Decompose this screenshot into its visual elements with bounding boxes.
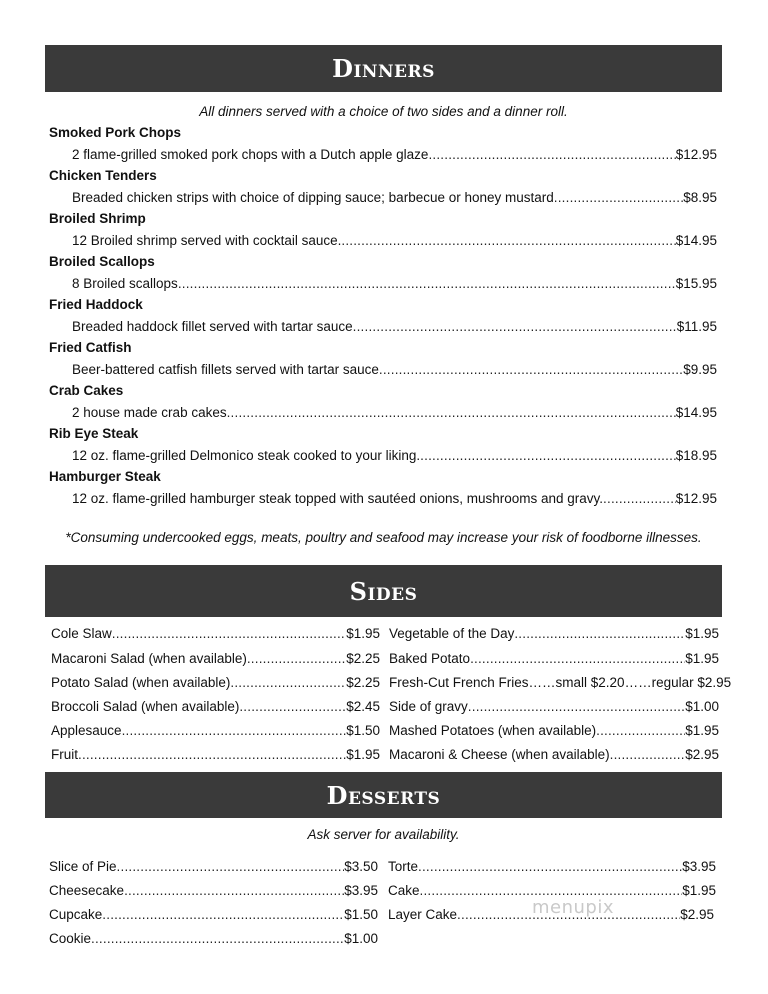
- leader-dots: [122, 723, 347, 738]
- leader-dots: [247, 651, 346, 666]
- dinner-name: Fried Haddock: [49, 297, 143, 312]
- side-name: Applesauce: [51, 723, 122, 738]
- dessert-name: Slice of Pie: [49, 859, 117, 874]
- dinner-line: [72, 147, 717, 162]
- dinner-name: Hamburger Steak: [49, 469, 161, 484]
- dinner-line: [72, 448, 717, 463]
- dessert-item: [49, 931, 378, 946]
- leader-dots: [554, 190, 683, 205]
- side-name: Fresh-Cut French Fries: [389, 675, 529, 690]
- dinner-desc: Breaded chicken strips with choice of dipping sauce; barbecue or honey mustard: [72, 190, 554, 205]
- dinner-desc: 2 house made crab cakes: [72, 405, 227, 420]
- leader-dots: [78, 747, 346, 762]
- leader-dots: [603, 491, 676, 506]
- dinner-name: Chicken Tenders: [49, 168, 157, 183]
- dessert-price: $1.50: [344, 907, 378, 922]
- side-name: Macaroni & Cheese (when available): [389, 747, 610, 762]
- side-price: $1.95: [685, 651, 719, 666]
- dinner-price: $12.95: [675, 147, 717, 162]
- side-price: $2.45: [346, 699, 380, 714]
- side-price: $2.25: [346, 651, 380, 666]
- dinner-desc: 2 flame-grilled smoked pork chops with a Dutch apple glaze: [72, 147, 429, 162]
- leader-dots: [353, 319, 677, 334]
- dessert-name: Cookie: [49, 931, 92, 946]
- dinner-name: Crab Cakes: [49, 383, 124, 398]
- side-item: [389, 651, 719, 666]
- side-price: $1.95: [346, 626, 380, 641]
- leader-dots: [470, 651, 685, 666]
- side-item: [51, 675, 380, 690]
- leader-dots: [428, 147, 675, 162]
- dinner-name: Broiled Scallops: [49, 254, 155, 269]
- leader-dots: [514, 626, 685, 641]
- side-item: [389, 699, 719, 714]
- dessert-item: [388, 859, 716, 874]
- leader-dots: [227, 405, 676, 420]
- leader-dots: [178, 276, 676, 291]
- dinner-desc: Breaded haddock fillet served with tartar sauce: [72, 319, 353, 334]
- side-name: Side of gravy: [389, 699, 468, 714]
- dinner-line: [72, 233, 717, 248]
- leader-dots: [420, 883, 683, 898]
- dessert-price: $1.00: [344, 931, 378, 946]
- dinner-price: $15.95: [675, 276, 717, 291]
- dinner-name: Rib Eye Steak: [49, 426, 139, 441]
- dinner-price: $14.95: [675, 405, 717, 420]
- dinner-line: [72, 491, 717, 506]
- dessert-price: $1.95: [682, 883, 716, 898]
- side-name: Mashed Potatoes (when available): [389, 723, 597, 738]
- side-item: [51, 723, 380, 738]
- leader-dots: [239, 699, 346, 714]
- dinner-desc: 12 oz. flame-grilled hamburger steak topped with sautéed onions, mushrooms and gravy.: [72, 491, 604, 506]
- leader-dots: [102, 907, 344, 922]
- leader-dots: [124, 883, 344, 898]
- side-price: $1.50: [346, 723, 380, 738]
- dessert-name: Cake: [388, 883, 420, 898]
- dessert-price: $3.50: [344, 859, 378, 874]
- menupix-watermark: menupix: [532, 897, 615, 918]
- side-price: $2.25: [346, 675, 380, 690]
- desserts-note: Ask server for availability.: [307, 827, 460, 842]
- side-item: [389, 626, 719, 641]
- dinner-desc: Beer-battered catfish fillets served with tartar sauce: [72, 362, 379, 377]
- dinner-price: $18.95: [675, 448, 717, 463]
- dinner-line: [72, 190, 717, 205]
- leader-dots: [379, 362, 683, 377]
- dinner-desc: 12 Broiled shrimp served with cocktail sauce.: [72, 233, 342, 248]
- dinners-note: All dinners served with a choice of two sides and a dinner roll.: [199, 104, 568, 119]
- side-item: [51, 651, 380, 666]
- side-item: [389, 747, 719, 762]
- dessert-name: Torte: [388, 859, 419, 874]
- dinners-header: [45, 45, 722, 92]
- desserts-title: Desserts: [326, 780, 441, 810]
- leader-dots: [91, 931, 344, 946]
- side-price: $1.95: [685, 626, 719, 641]
- dessert-item: [49, 883, 378, 898]
- leader-dots: [418, 859, 682, 874]
- side-item: [389, 675, 732, 690]
- leader-dots: ……: [528, 675, 556, 690]
- dinner-price: $8.95: [683, 190, 717, 205]
- dinner-name: Fried Catfish: [49, 340, 132, 355]
- dessert-item: [388, 883, 716, 898]
- leader-dots: [341, 233, 675, 248]
- side-name: Vegetable of the Day: [389, 626, 515, 641]
- side-name: Fruit: [51, 747, 78, 762]
- dinner-price: $14.95: [675, 233, 717, 248]
- desserts-header: [45, 772, 722, 818]
- dinner-line: [72, 319, 717, 334]
- side-item: [51, 699, 380, 714]
- dessert-name: Cheesecake: [49, 883, 125, 898]
- dinner-price: $11.95: [676, 319, 717, 334]
- side-name: Broccoli Salad (when available): [51, 699, 240, 714]
- side-price: $1.95: [346, 747, 380, 762]
- dinner-line: [72, 405, 717, 420]
- dinner-desc: 8 Broiled scallops: [72, 276, 178, 291]
- dinner-line: [72, 362, 717, 377]
- side-price: small $2.20……regular $2.95: [555, 675, 732, 690]
- side-name: Macaroni Salad (when available): [51, 651, 247, 666]
- foodborne-warning: *Consuming undercooked eggs, meats, poultry and seafood may increase your risk of foodborne illnesses.: [65, 530, 702, 545]
- dessert-price: $2.95: [680, 907, 714, 922]
- leader-dots: [230, 675, 346, 690]
- leader-dots: [117, 859, 345, 874]
- dinner-price: $12.95: [675, 491, 717, 506]
- dessert-item: [49, 907, 378, 922]
- side-price: $1.00: [685, 699, 719, 714]
- dinner-desc: 12 oz. flame-grilled Delmonico steak cooked to your liking.: [72, 448, 421, 463]
- side-price: $2.95: [685, 747, 719, 762]
- dinner-name: Broiled Shrimp: [49, 211, 146, 226]
- dinner-price: $9.95: [683, 362, 717, 377]
- dessert-name: Cupcake: [49, 907, 103, 922]
- side-item: [389, 723, 719, 738]
- dessert-price: $3.95: [344, 883, 378, 898]
- dinners-title: Dinners: [332, 54, 435, 83]
- leader-dots: [420, 448, 676, 463]
- side-name: Baked Potato: [389, 651, 471, 666]
- dinner-line: [72, 276, 717, 291]
- dinner-name: Smoked Pork Chops: [49, 125, 182, 140]
- sides-title: Sides: [349, 576, 418, 606]
- side-name: Potato Salad (when available): [51, 675, 231, 690]
- dessert-item: [49, 859, 378, 874]
- dessert-price: $3.95: [682, 859, 716, 874]
- side-price: $1.95: [685, 723, 719, 738]
- side-item: [51, 626, 380, 641]
- leader-dots: [112, 626, 346, 641]
- leader-dots: [610, 747, 686, 762]
- side-item: [51, 747, 380, 762]
- leader-dots: [468, 699, 685, 714]
- side-name: Cole Slaw: [51, 626, 112, 641]
- dessert-name: Layer Cake: [388, 907, 458, 922]
- leader-dots: [596, 723, 685, 738]
- sides-header: [45, 565, 722, 617]
